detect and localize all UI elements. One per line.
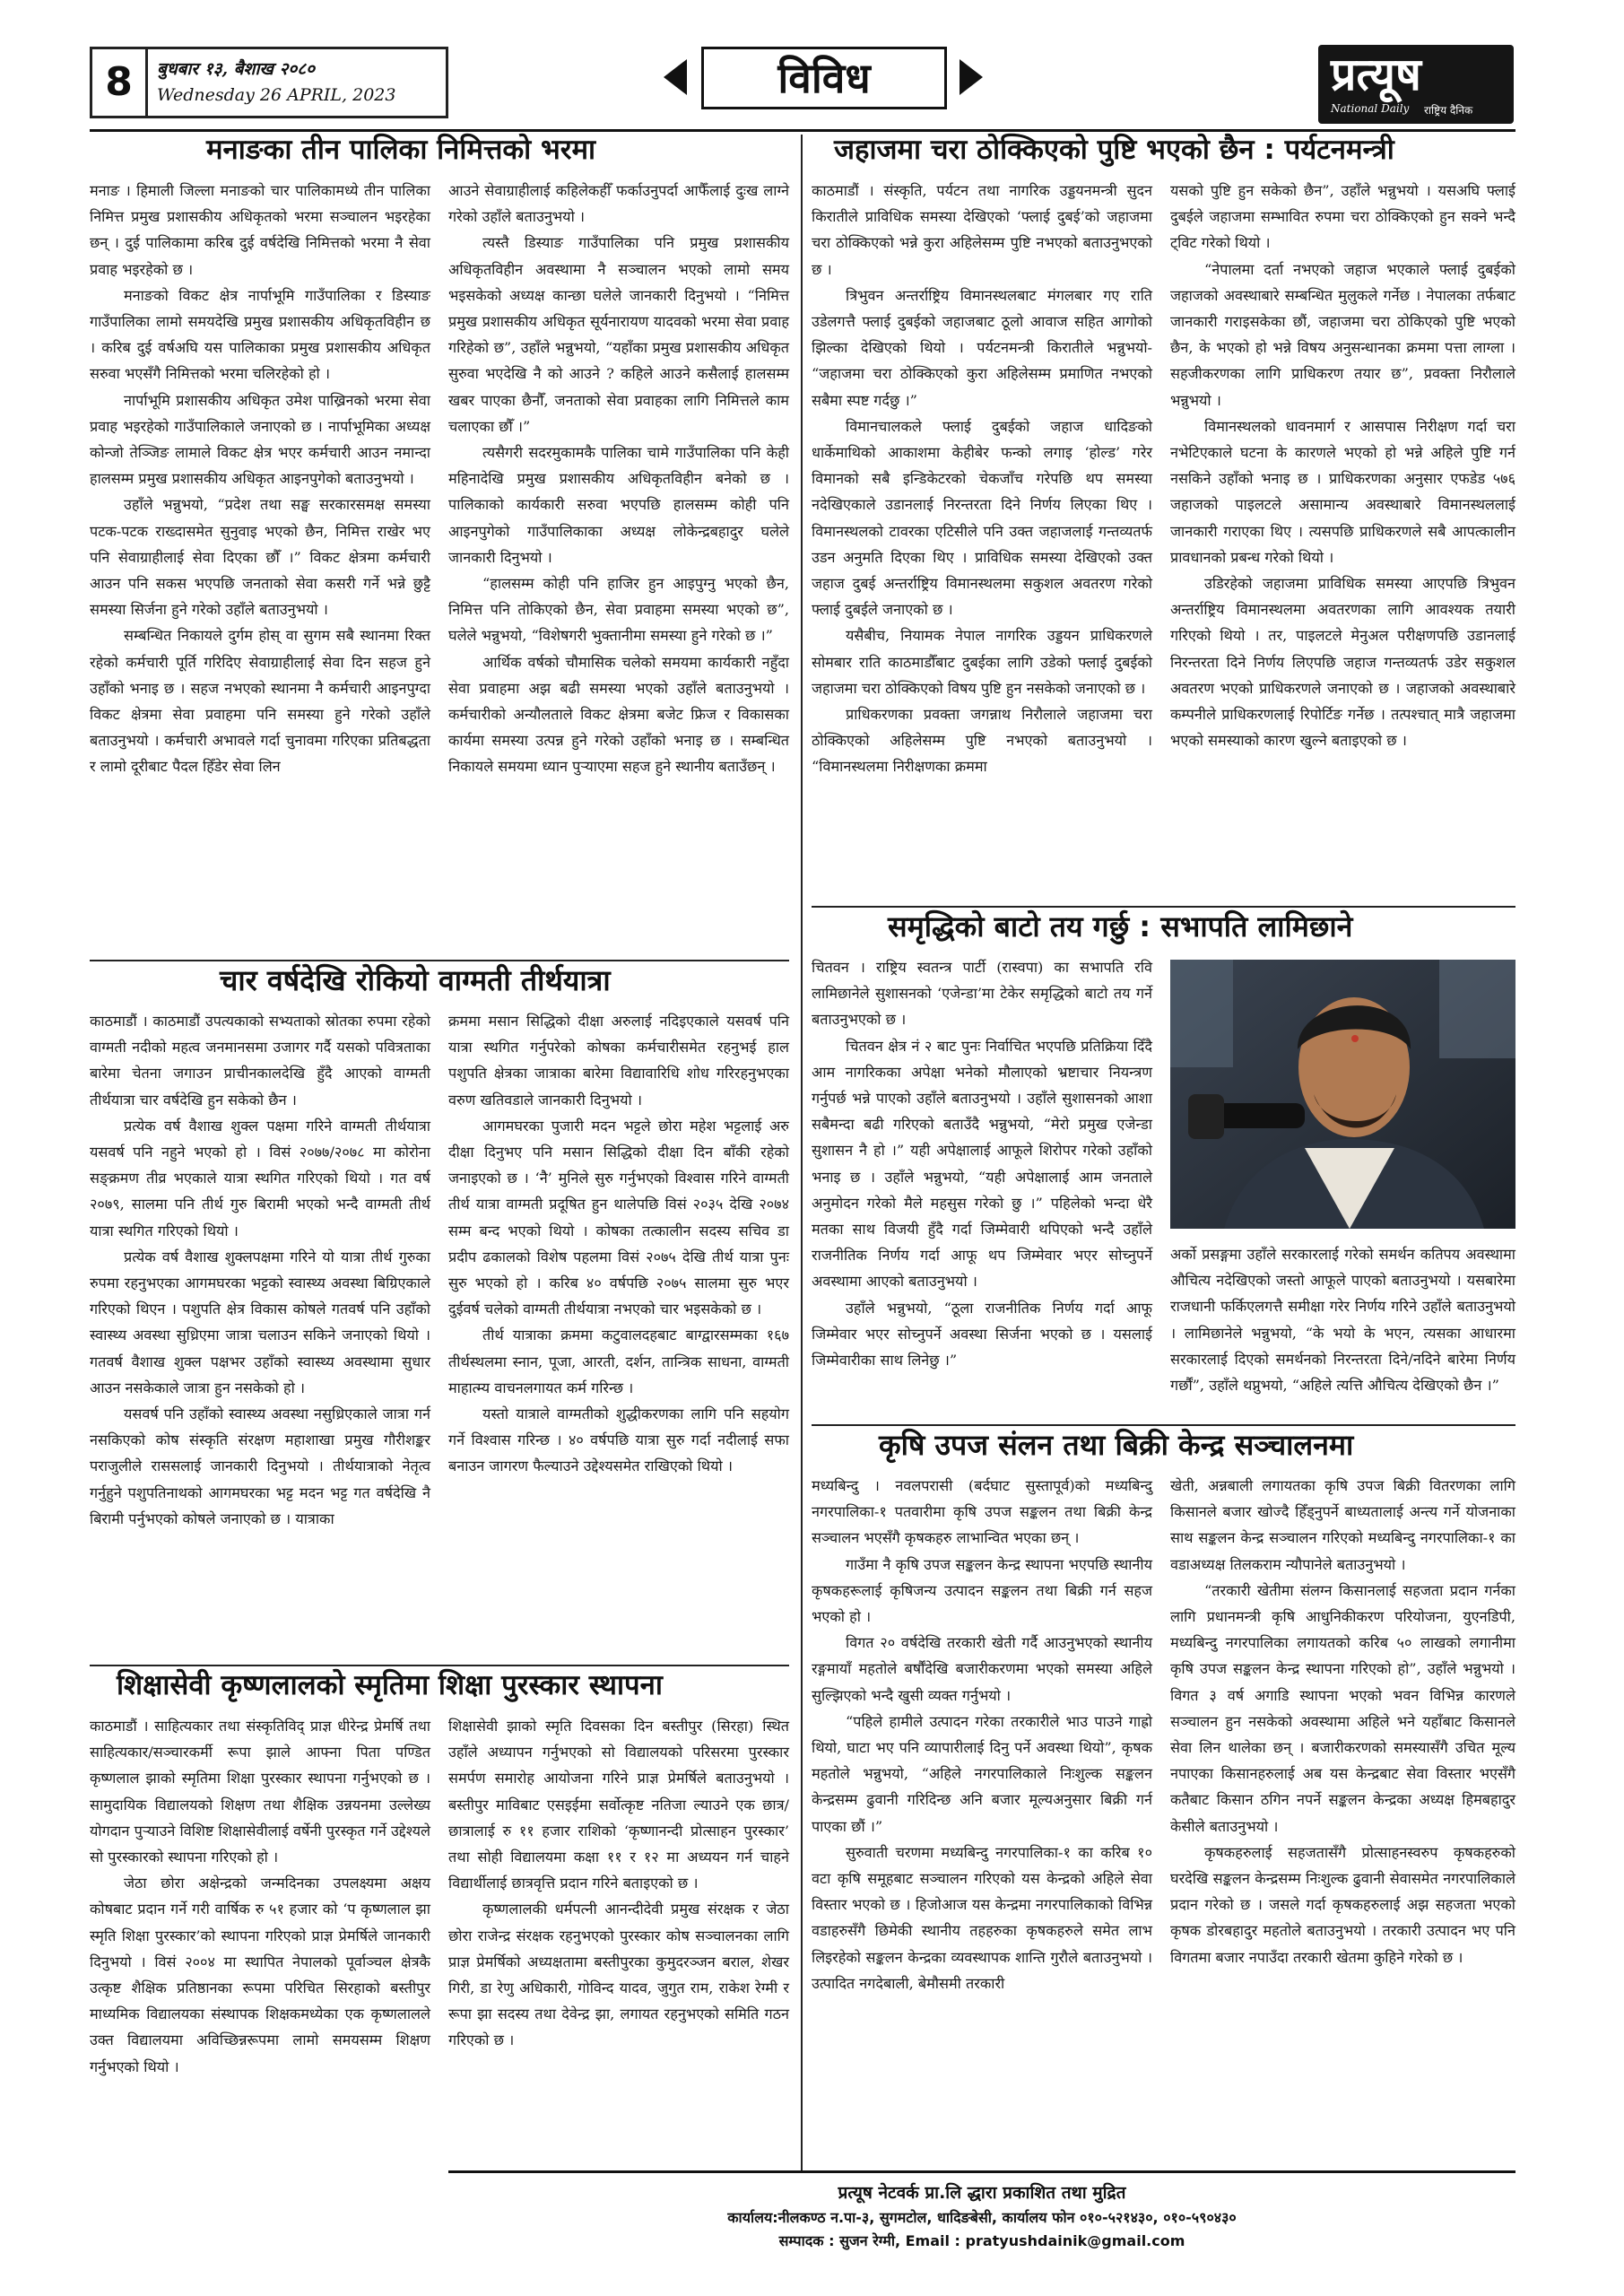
- paragraph: सम्बन्धित निकायले दुर्गम होस् वा सुगम सबै स्थानमा रिक्त रहेको कर्मचारी पूर्ति गरिदिए सेवाग्राहीलाई सेवा दिन सहज हुने उहाँको भनाइ छ । सहज नभएको स्थानमा नै कर्मचारी आइनपुग्दा विकट क्षेत्रमा सेवा प्रवाहमा पनि समस्या हुने गरेको उहाँले बताउनुभयो । कर्मचारी अभावले गर्दा चुनावमा गरिएका प्रतिबद्धता र लामो दूरीबाट पैदल हिँडेर सेवा लिन: [90, 627, 430, 776]
- headline-jahaj: जहाजमा चरा ठोक्किएको पुष्टि भएको छैन : पर्यटनमन्त्री: [834, 134, 1394, 166]
- paragraph: यसवर्ष पनि उहाँको स्वास्थ्य अवस्था नसुध्रिएकाले जात्रा गर्न नसकिएको कोष संस्कृति संरक्षण महाशाखा प्रमुख गौरीशङ्कर पराजुलीले रासस‌लाई जानकारी दिनुभयो । तीर्थयात्राको नेतृत्व गर्नुहुने पशुपतिनाथको आगमघरका भट्ट मदन भट्ट गत वर्षदेखि नै बिरामी पर्नुभएको कोषले जनाएको छ । यात्राका: [90, 1405, 430, 1527]
- paragraph: मध्यबिन्दु । नवलपरासी (बर्दघाट सुस्तापूर्व)को मध्यबिन्दु नगरपालिका-१ पतवारीमा कृषि उपज सङ्कलन तथा बिक्री केन्द्र सञ्चालन भएसँगै कृषकहरु लाभान्वित भएका छन् ।: [812, 1477, 1152, 1547]
- paragraph: सुरुवाती चरणमा मध्यबिन्दु नगरपालिका-१ का करिब १० वटा कृषि समूहबाट सञ्चालन गरिएको यस केन्द्रको अहिले सेवा विस्तार भएको छ । हिजोआज यस केन्द्रमा नगरपालिकाको विभिन्न वडाहरुसँगै छिमेकी स्थानीय तहहरुका कृषकहरुले समेत लाभ लिइरहेको सङ्कलन केन्द्रका व्यवस्थापक शान्ति गुरौले बताउनुभयो । उत्पादित नगदेबाली, बेमौसमी तरकारी: [812, 1843, 1152, 1992]
- article-bagmati-col2: [448, 1008, 789, 1480]
- logo-name: प्रत्यूष: [1331, 48, 1421, 100]
- paragraph: प्रत्येक वर्ष वैशाख शुक्ल पक्षमा गरिने वाग्मती तीर्थयात्रा यसवर्ष पनि नहुने भएको हो । विसं २०७७/२०७८ मा कोरोना सङ्क्रमण तीव्र भएकाले यात्रा स्थगित गरिएको थियो । गत वर्ष २०७९, सालमा पनि तीर्थ गुरु बिरामी भएको भन्दै वाग्मती तीर्थ यात्रा स्थगित गरिएको थियो ।: [90, 1117, 430, 1239]
- paragraph: प्राधिकरणका प्रवक्ता जगन्नाथ निरौलाले जहाजमा चरा ठोक्किएको अहिलेसम्म पुष्टि नभएको बताउनुभयो । “विमानस्थलमा निरीक्षणका क्रममा: [812, 706, 1152, 776]
- article-shiksha-col2: [448, 1713, 789, 2054]
- article-lamichhane-col2: [1170, 1241, 1515, 1398]
- paragraph: आगमघरका पुजारी मदन भट्टले छोरा महेश भट्टलाई अरु दीक्षा दिनुभए पनि मसान सिद्धिको दीक्षा दिन बाँकी रहेको जनाइएको छ । ‘नेै’ मुनिले सुरु गर्नुभएको विश्वास गरिने वाग्मती तीर्थ यात्रा वाग्मती प्रदूषित हुन थालेपछि विसं २०३५ देखि २०७४ सम्म बन्द भएको थियो । कोषका तत्कालीन सदस्य सचिव डा प्रदीप ढकालको विशेष पहलमा विसं २०७५ देखि तीर्थ यात्रा पुनः सुरु भएको हो । करिब ४० वर्षपछि २०७५ सालमा सुरु भएर दुईवर्ष चलेको वाग्मती तीर्थयात्रा नभएको चार भइसकेको छ ।: [448, 1117, 789, 1318]
- paragraph: कृषकहरुलाई सहजतासँगै प्रोत्साहनस्वरुप कृषकहरुको घरदेखि सङ्कलन केन्द्रसम्म निःशुल्क ढुवानी सेवासमेत नगरपालिकाले प्रदान गरेको छ । जसले गर्दा कृषकहरुलाई अझ सहजता भएको कृषक डोरबहादुर महतोले बताउनुभयो । तरकारी उत्पादन भए पनि विगतमा बजार नपाउँदा तरकारी खेतमा कुहिने गरेको छ ।: [1170, 1843, 1515, 1966]
- paragraph: शिक्षासेवी झाको स्मृति दिवसका दिन बस्तीपुर (सिरहा) स्थित उहाँले अध्यापन गर्नुभएको सो विद्यालयको परिसरमा पुरस्कार समर्पण समारोह आयोजना गरिने प्राज्ञ प्रेमर्षिले बताउनुभयो । बस्तीपुर माविबाट एसइईमा सर्वोत्कृष्ट नतिजा ल्याउने एक छात्र/छात्रालाई रु ११ हजार राशिको ‘कृष्णानन्दी प्रोत्साहन पुरस्कार’ तथा सोही विद्यालयमा कक्षा ११ र १२ मा अध्ययन गर्न चाहने विद्यार्थीलाई छात्रवृत्ति प्रदान गरिने बताइएको छ ।: [448, 1718, 789, 1892]
- paragraph: “नेपालमा दर्ता नभएको जहाज भएकाले फ्लाई दुबईको जहाजको अवस्थाबारे सम्बन्धित मुलुकले गर्नेछ । नेपालका तर्फबाट जानकारी गराइसकेका छौं, जहाजमा चरा ठोकिएको पुष्टि भएको छैन, के भएको हो भन्ने विषय अनुसन्धानका क्रममा पत्ता लाग्ला । सहजीकरणका लागि प्राधिकरण तयार छ”, प्रवक्ता निरौलाले भन्नुभयो ।: [1170, 260, 1515, 409]
- logo-tag-en: National Daily: [1331, 102, 1410, 115]
- paragraph: उडिरहेको जहाजमा प्राविधिक समस्या आएपछि त्रिभुवन अन्तर्राष्ट्रिय विमानस्थलमा अवतरणका लागि आवश्यक तयारी गरिएको थियो । तर, पाइलटले मेनुअल परीक्षणपछि उडानलाई निरन्तरता दिने निर्णय लिएपछि जहाज गन्तव्यतर्फ उडेर सकुशल अवतरण भएको प्राधिकरणले जनाएको छ । जहाजको अवस्थाबारे कम्पनीले प्राधिकरणलाई रिपोर्टिङ गर्नेछ । तत्पश्चात् मात्रै जहाजमा भएको समस्याको कारण खुल्ने बताइएको छ ।: [1170, 575, 1515, 750]
- article-lamichhane-col1: [812, 954, 1152, 1373]
- paragraph: उहाँले भन्नुभयो, “ठूला राजनीतिक निर्णय गर्दा आफू जिम्मेवार भएर सोच्नुपर्ने अवस्था सिर्जना भएको छ । यसलाई जिम्मेवारीका साथ लिनेछु ।”: [812, 1299, 1152, 1370]
- paragraph: आर्थिक वर्षको चौमासिक चलेको समयमा कार्यकारी नहुँदा सेवा प्रवाहमा अझ बढी समस्या भएको उहाँले बताउनुभयो । कर्मचारीको अन्यौलताले विकट क्षेत्रमा बजेट फ्रिज र विकासका कार्यमा समस्या उत्पन्न हुने गरेको उहाँको भनाइ छ । सम्बन्धित निकायले समयमा ध्यान पुऱ्याएमा सहज हुने स्थानीय बताउँछन् ।: [448, 653, 789, 776]
- divider: [812, 906, 1515, 908]
- paragraph: प्रत्येक वर्ष वैशाख शुक्लपक्षमा गरिने यो यात्रा तीर्थ गुरुका रुपमा रहनुभएका आगमघरका भट्टको स्वास्थ्य अवस्था बिग्रिएकाले गरिएको थिएन । पशुपति क्षेत्र विकास कोषले गतवर्ष पनि उहाँको स्वास्थ्य अवस्था सुध्रिएमा जात्रा चलाउन सकिने जनाएको थियो । गतवर्ष वैशाख शुक्ल पक्षभर उहाँको स्वास्थ्य अवस्थामा सुधार आउन नसकेकाले जात्रा हुन नसकेको हो ।: [90, 1248, 430, 1396]
- arrow-right-icon: [960, 59, 983, 95]
- paragraph: त्यस्तै डिस्याङ गाउँपालिका पनि प्रमुख प्रशासकीय अधिकृतविहीन अवस्थामा नै सञ्चालन भएको लामो समय भइसकेको अध्यक्ष कान्छा घलेले जानकारी दिनुभयो । “निमित्त प्रमुख प्रशासकीय अधिकृत सूर्यनारायण यादवको भरमा सेवा प्रवाह गरिहेको छ”, उहाँले भन्नुभयो, “यहाँका प्रमुख प्रशासकीय अधिकृत सुरुवा भएदेखि नै को आउने ? कहिले आउने कसैलाई हालसम्म खबर पाएका छैनौँ, जनताको सेवा प्रवाहका लागि निमित्तले काम चलाएका छौँ ।”: [448, 234, 789, 435]
- page-info-box: [90, 47, 448, 118]
- column-divider: [801, 135, 803, 2170]
- article-manang-col1: [90, 178, 430, 780]
- headline-shiksha: शिक्षासेवी कृष्णलालको स्मृतिमा शिक्षा पुरस्कार स्थापना: [117, 1669, 663, 1701]
- article-krishi-col1: [812, 1473, 1152, 1996]
- headline-krishi: कृषि उपज संलन तथा बिक्री केन्द्र सञ्चालनमा: [879, 1428, 1354, 1462]
- arrow-left-icon: [664, 59, 687, 95]
- paragraph: काठमाडौं । साहित्यकार तथा संस्कृतिविद् प्राज्ञ धीरेन्द्र प्रेमर्षि तथा साहित्यकार/सञ्चारकर्मी रूपा झाले आफ्ना पिता पण्डित कृष्णलाल झाको स्मृतिमा शिक्षा पुरस्कार स्थापना गर्नुभएको छ । सामुदायिक विद्यालयको शिक्षण तथा शैक्षिक उन्नयनमा उल्लेख्य योगदान पुऱ्याउने विशिष्ट शिक्षासेवीलाई वर्षेनी पुरस्कृत गर्ने उद्देश्यले सो पुरस्कारको स्थापना गरिएको हो ।: [90, 1718, 430, 1866]
- speaker-photo-illustration: [1170, 960, 1515, 1229]
- section-title: विविध: [701, 47, 947, 109]
- paragraph: क्रममा मसान सिद्धिको दीक्षा अरुलाई नदिइएकाले यसवर्ष पनि यात्रा स्थगित गर्नुपरेको कोषका कर्मचारीसमेत रहनुभई हाल पशुपति क्षेत्रका जात्राका बारेमा विद्यावारिधि शोध गरिरहनुभएका वरुण खतिवडाले जानकारी दिनुभयो ।: [448, 1013, 789, 1109]
- paragraph: चितवन । राष्ट्रिय स्वतन्त्र पार्टी (रास्वपा) का सभापति रवि लामिछानेले सुशासनको ‘एजेन्डा’मा टेकेर समृद्धिको बाटो तय गर्ने बताउनुभएको छ ।: [812, 959, 1152, 1029]
- paragraph: त्यसैगरी सदरमुकामकै पालिका चामे गाउँपालिका पनि केही महिनादेखि प्रमुख प्रशासकीय अधिकृतविहीन बनेको छ । पालिकाको कार्यकारी सरुवा भएपछि हालसम्म कोही पनि आइनपुगेको गाउँपालिकाका अध्यक्ष लोकेन्द्रबहादुर घलेले जानकारी दिनुभयो ।: [448, 444, 789, 566]
- editor-line: सम्पादक : सुजन रेग्मी, Email : pratyushdainik@gmail.com: [778, 2232, 1185, 2249]
- headline-bagmati: चार वर्षदेखि रोकियो वाग्मती तीर्थयात्रा: [220, 963, 611, 997]
- paragraph: यसैबीच, नियामक नेपाल नागरिक उड्डयन प्राधिकरणले सोमबार राति काठमाडौँबाट दुबईका लागि उडेको फ्लाई दुबईको जहाजमा चरा ठोक्किएको विषय पुष्टि हुन नसकेको जनाएको छ ।: [812, 627, 1152, 697]
- office-line: कार्यालय:नीलकण्ठ न.पा-३, सुगमटोल, धादिङबेसी, कार्यालय फोन ०१०-५२१४३०, ०१०-५९०४३०: [727, 2209, 1237, 2226]
- paragraph: जेठा छोरा अक्षेन्द्रको जन्मदिनका उपलक्ष्यमा अक्षय कोषबाट प्रदान गर्ने गरी वार्षिक रु ५१ हजार को ‘प कृष्णलाल झा स्मृति शिक्षा पुरस्कार’को स्थापना गरिएको प्राज्ञ प्रेमर्षिले जानकारी दिनुभयो । विसं २००४ मा स्थापित नेपालको पूर्वाञ्चल क्षेत्रकै उत्कृष्ट शैक्षिक प्रतिष्ठानका रूपमा परिचित सिरहाको बस्तीपुर माध्यमिक विद्यालयका संस्थापक शिक्षकमध्येका एक कृष्णलालले उक्त विद्यालयमा अविच्छिन्नरूपमा लामो समयसम्म शिक्षण गर्नुभएको थियो ।: [90, 1874, 430, 2075]
- paragraph: “हालसम्म कोही पनि हाजिर हुन आइपुग्नु भएको छैन, निमित्त पनि तोकिएको छैन, सेवा प्रवाहमा समस्या भएको छ”, घलेले भन्नुभयो, “विशेषगरी भुक्तानीमा समस्या हुने गरेको छ ।”: [448, 575, 789, 645]
- date-nepali: बुधबार १३, बैशाख २०८०: [157, 59, 316, 79]
- paragraph: उहाँले भन्नुभयो, “प्रदेश तथा सङ्घ सरकारसमक्ष समस्या पटक-पटक राख्दासमेत सुनुवाइ भएको छैन, निमित्त राखेर भए पनि सेवाग्राहीलाई सेवा दिएका छौँ ।” विकट क्षेत्रमा कर्मचारी आउन पनि सकस भएपछि जनताको सेवा कसरी गर्ने भन्ने छुट्टै समस्या सिर्जना हुने गरेको उहाँले बताउनुभयो ।: [90, 496, 430, 619]
- divider: [90, 1665, 789, 1666]
- divider: [812, 1424, 1515, 1426]
- article-bagmati-col1: [90, 1008, 430, 1532]
- article-manang-col2: [448, 178, 789, 780]
- paragraph: आउने सेवाग्राहीलाई कहिलेकहीँ फर्काउनुपर्दा आफैँलाई दुःख लाग्ने गरेको उहाँले बताउनुभयो ।: [448, 182, 789, 226]
- paragraph: विगत २० वर्षदेखि तरकारी खेती गर्दै आउनुभएको स्थानीय रङ्गमायाँ महतोले बर्षौंदेखि बजारीकरणमा भएको समस्या अहिले सुल्झिएको भन्दै खुसी व्यक्त गर्नुभयो ।: [812, 1634, 1152, 1704]
- divider: [90, 960, 789, 961]
- article-jahaj-col1: [812, 178, 1152, 780]
- paragraph: यस्तो यात्राले वाग्मतीको शुद्धीकरणका लागि पनि सहयोग गर्ने विश्वास गरिन्छ । ४० वर्षपछि यात्रा सुरु गर्दा नदीलाई सफा बनाउन जागरण फैल्याउने उद्देश्यसमेत राखिएको थियो ।: [448, 1405, 789, 1475]
- speaker-photo: [1170, 960, 1515, 1229]
- paragraph: “तरकारी खेतीमा संलग्न किसानलाई सहजता प्रदान गर्नका लागि प्रधानमन्त्री कृषि आधुनिकीकरण परियोजना, युएनडिपी, मध्यबिन्दु नगरपालिका लगायतको करिब ५० लाखको लगानीमा कृषि उपज सङ्कलन केन्द्र स्थापना गरिएको हो”, उहाँले भन्नुभयो । विगत ३ वर्ष अगाडि स्थापना भएको भवन विभिन्न कारणले सञ्चालन हुन नसकेको अवस्थामा अहिले भने यहाँबाट किसानले सेवा लिन थालेका छन् । बजारीकरणको समस्यासँगै उचित मूल्य नपाएका किसानहरुलाई अब यस केन्द्रबाट सेवा विस्तार भएसँगै कतैबाट किसान ठगिन नपर्ने सङ्कलन केन्द्रका अध्यक्ष हिमबहादुर केसीले बताउनुभयो ।: [1170, 1581, 1515, 1835]
- paragraph: यसको पुष्टि हुन सकेको छैन”, उहाँले भन्नुभयो । यसअघि फ्लाई दुबईले जहाजमा सम्भावित रुपमा चरा ठोक्किएको हुन सक्ने भन्दै ट्विट गरेको थियो ।: [1170, 182, 1515, 252]
- page-number: 8: [92, 49, 148, 116]
- paragraph: मनाङ । हिमाली जिल्ला मनाङको चार पालिकामध्ये तीन पालिका निमित्त प्रमुख प्रशासकीय अधिकृतको भरमा सञ्चालन भइरहेका छन् । दुई पालिकामा करिब दुई वर्षदेखि निमित्तको भरमा नै सेवा प्रवाह भइरहेको छ ।: [90, 182, 430, 278]
- imprint-footer: [448, 2170, 1515, 2260]
- paragraph: नार्पाभूमि प्रशासकीय अधिकृत उमेश पाख्रिनको भरमा सेवा प्रवाह भइरहेको गाउँपालिकाले जनाएको छ । नार्पाभूमिका अध्यक्ष कोन्जो तेञ्जिङ लामाले विकट क्षेत्र भएर कर्मचारी आउन नमान्दा हालसम्म प्रमुख प्रशासकीय अधिकृत आइनपुगेको बताउनुभयो ।: [90, 391, 430, 488]
- date-english: Wednesday 26 APRIL, 2023: [157, 85, 396, 105]
- paragraph: अर्को प्रसङ्गमा उहाँले सरकारलाई गरेको समर्थन कतिपय अवस्थामा औचित्य नदेखिएको जस्तो आफूले पाएको बताउनुभयो । यसबारेमा राजधानी फर्किएलगत्तै समीक्षा गरेर निर्णय गरिने उहाँले बताउनुभयो । लामिछानेले भन्नुभयो, “के भयो के भएन, त्यसका आधारमा सरकारलाई दिएको समर्थनको निरन्तरता दिने/नदिने बारेमा निर्णय गर्छौं”, उहाँले थप्नुभयो, “अहिले त्यत्ति औचित्य देखिएको छैन ।”: [1170, 1246, 1515, 1395]
- paragraph: गाउँमा नै कृषि उपज सङ्कलन केन्द्र स्थापना भएपछि स्थानीय कृषकहरूलाई कृषिजन्य उत्पादन सङ्कलन तथा बिक्री गर्न सहज भएको हो ।: [812, 1555, 1152, 1626]
- paragraph: चितवन क्षेत्र नं २ बाट पुनः निर्वाचित भएपछि प्रतिक्रिया दिँदै आम नागरिकका अपेक्षा भनेको मौलाएको भ्रष्टाचार नियन्त्रण गर्नुपर्छ भन्ने पाएको उहाँले बताउनुभयो । उहाँले सुशासनको आशा सबैमन्दा बढी गरिएको बताउँदै भन्नुभयो, “मेरो प्रमुख एजेन्डा सुशासन नै हो ।” यही अपेक्षालाई आफूले शिरोपर गरेको उहाँको भनाइ छ । उहाँले भन्नुभयो, “यही अपेक्षालाई आम जनताले अनुमोदन गरेको मैले महसुस गरेको छु ।” पहिलेको भन्दा धेरै मतका साथ विजयी हुँदै गर्दा जिम्मेवारी थपिएको भन्दै उहाँले राजनीतिक निर्णय गर्दा आफू थप जिम्मेवार भएर सोच्नुपर्ने अवस्थामा आएको बताउनुभयो ।: [812, 1037, 1152, 1291]
- paragraph: काठमाडौं । काठमाडौं उपत्यकाको सभ्यताको स्रोतका रुपमा रहेको वाग्मती नदीको महत्व जनमानसमा उजागर गर्दै यसको पवित्रताका बारेमा चेतना जगाउन प्राचीनकालदेखि हुँदै आएको वाग्मती तीर्थयात्रा चार वर्षदेखि हुन सकेको छैन ।: [90, 1013, 430, 1109]
- paragraph: काठमाडौं । संस्कृति, पर्यटन तथा नागरिक उड्डयनमन्त्री सुदन किरातीले प्राविधिक समस्या देखिएको ‘फ्लाई दुबई’को जहाजमा चरा ठोक्किएको भन्ने कुरा अहिलेसम्म पुष्टि नभएको बताउनुभएको छ ।: [812, 182, 1152, 278]
- paragraph: “पहिले हामीले उत्पादन गरेका तरकारीले भाउ पाउने गाह्रो थियो, घाटा भए पनि व्यापारीलाई दिनु पर्ने अवस्था थियो”, कृषक महतोले भन्नुभयो, “अहिले नगरपालिकाले निःशुल्क सङ्कलन केन्द्रसम्म ढुवानी गरिदिन्छ अनि बजार मूल्यअनुसार बिक्री गर्न पाएका छौं ।”: [812, 1712, 1152, 1835]
- paragraph: कृष्णलालकी धर्मपत्नी आनन्दीदेवी प्रमुख संरक्षक र जेठा छोरा राजेन्द्र संरक्षक रहनुभएको पुरस्कार कोष सञ्चालनका लागि प्राज्ञ प्रेमर्षिको अध्यक्षतामा बस्तीपुरका कुमुदरञ्जन बराल, शेखर गिरी, डा रेणु अधिकारी, गोविन्द यादव, जुगुत राम, राकेश रेग्मी र रूपा झा सदस्य तथा देवेन्द्र झा, लगायत रहनुभएको समिति गठन गरिएको छ ।: [448, 1900, 789, 2049]
- paragraph: विमानस्थलको धावनमार्ग र आसपास निरीक्षण गर्दा चरा नभेटिएकाले घटना के कारणले भएको हो भन्ने अहिले पुष्टि गर्न नसकिने उहाँको भनाइ छ । प्राधिकरणका अनुसार एफडेड ५७६ जहाजको पाइलटले असामान्य अवस्थाबारे विमानस्थललाई जानकारी गराएका थिए । त्यसपछि प्राधिकरणले सबै आपत्कालीन प्रावधानको प्रबन्ध गरेको थियो ।: [1170, 417, 1515, 566]
- paragraph: खेती, अन्नबाली लगायतका कृषि उपज बिक्री वितरणका लागि किसानले बजार खोज्दै हिँड्नुपर्ने बाध्यतालाई अन्त्य गर्ने योजनाका साथ सङ्कलन केन्द्र सञ्चालन गरिएको मध्यबिन्दु नगरपालिका-१ का वडाअध्यक्ष तिलकराम न्यौपानेले बताउनुभयो ।: [1170, 1477, 1515, 1573]
- article-krishi-col2: [1170, 1473, 1515, 1970]
- paragraph: मनाङको विकट क्षेत्र नार्पाभूमि गाउँपालिका र डिस्याङ गाउँपालिका लामो समयदेखि प्रमुख प्रशासकीय अधिकृतविहीन छ । करिब दुई वर्षअघि यस पालिकाका प्रमुख प्रशासकीय अधिकृत सरुवा भएसँगै निमित्तको भरमा चलिरहेको हो ।: [90, 286, 430, 383]
- paragraph: विमानचालकले फ्लाई दुबईको जहाज धादिङको धार्केमाथिको आकाशमा केहीबेर फन्को लगाइ ‘होल्ड’ गरेर विमानको सबै इन्डिकेटरको चेकजाँच गरेपछि थप समस्या नदेखिएकाले उडानलाई निरन्तरता दिने निर्णय लिएका थिए । विमानस्थलको टावरका एटिसीले पनि उक्त जहाजलाई गन्तव्यतर्फ उडन अनुमति दिएका थिए । प्राविधिक समस्या देखिएको उक्त जहाज दुबई अन्तर्राष्ट्रिय विमानस्थलमा सकुशल अवतरण गरेको फ्लाई दुबईले जनाएको छ ।: [812, 417, 1152, 619]
- newspaper-logo: [1318, 45, 1514, 124]
- logo-tag-np: राष्ट्रिय दैनिक: [1424, 104, 1473, 117]
- paragraph: तीर्थ यात्राका क्रममा कटुवालदहबाट बाग्द्वारसम्मका १६७ तीर्थस्थलमा स्नान, पूजा, आरती, दर्शन, तान्त्रिक साधना, वाग्मती माहात्म्य वाचनलगायत कर्म गरिन्छ ।: [448, 1326, 789, 1396]
- headline-manang: मनाङका तीन पालिका निमित्तको भरमा: [206, 134, 596, 166]
- article-shiksha-col1: [90, 1713, 430, 2080]
- headline-lamichhane: समृद्धिको बाटो तय गर्छु : सभापति लामिछाने: [888, 909, 1353, 944]
- paragraph: त्रिभुवन अन्तर्राष्ट्रिय विमानस्थलबाट मंगलबार गए राति उडेलगत्तै फ्लाई दुबईको जहाजबाट ठूलो आवाज सहित आगोको झिल्का देखिएको थियो । पर्यटनमन्त्री किरातीले भन्नुभयो- “जहाजमा चरा ठोक्किएको कुरा अहिलेसम्म प्रमाणित नभएको सबैमा स्पष्ट गर्दछु ।”: [812, 286, 1152, 409]
- publisher-line: प्रत्यूष नेटवर्क प्रा.लि द्धारा प्रकाशित तथा मुद्रित: [838, 2183, 1126, 2203]
- article-jahaj-col2: [1170, 178, 1515, 753]
- header-rule: [90, 129, 1515, 132]
